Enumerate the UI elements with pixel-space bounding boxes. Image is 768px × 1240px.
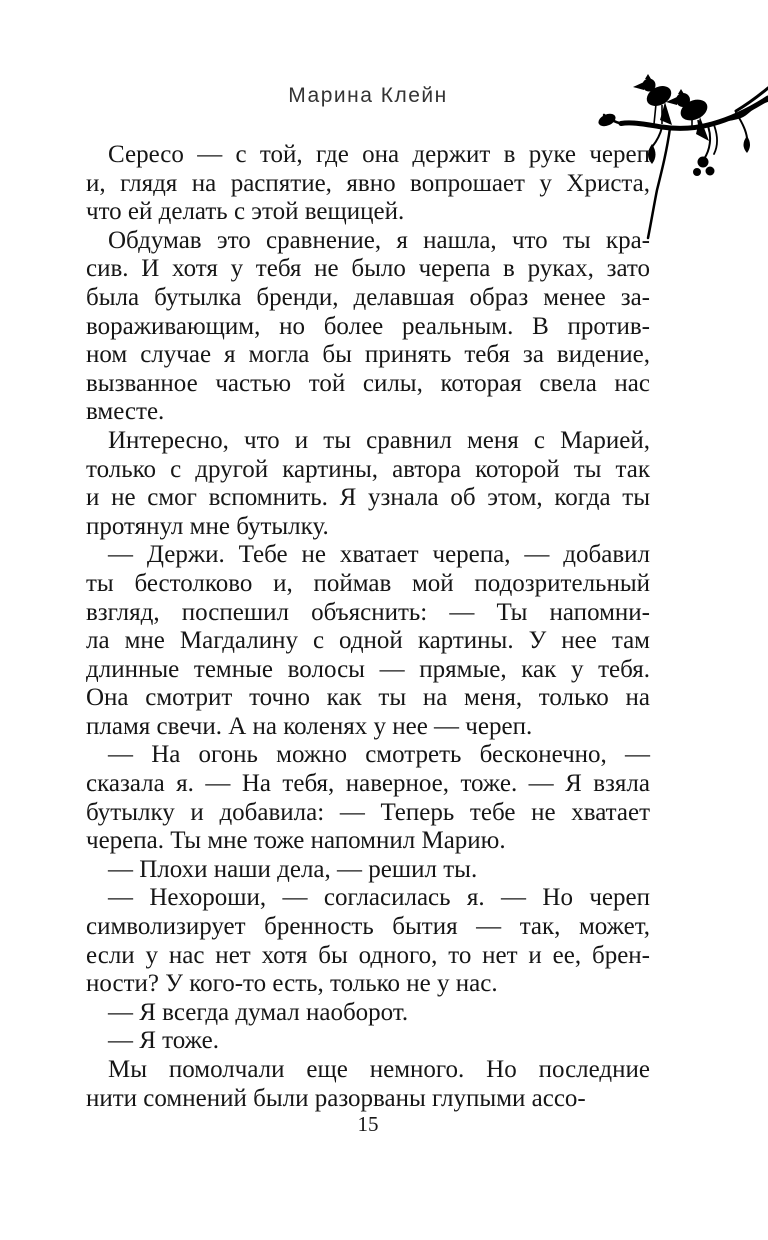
text-line: вместе. [86,398,165,426]
text-line: пламя свечи. А на коленях у нее — череп. [86,712,533,740]
text-line: и, глядя на распятие, явно вопрошает у Христа, [86,169,650,197]
text-line: что ей делать с этой вещицей. [86,198,405,226]
text-line: черепа. Ты мне тоже напомнил Марию. [86,827,506,855]
text-line: Она смотрит точно как ты на меня, только на [86,684,650,712]
text-line: Обдумав это сравнение, я нашла, что ты кра- [108,226,650,254]
text-line: сказала я. — На тебя, наверное, тоже. — Я взяла [86,770,650,798]
text-line: сив. И хотя у тебя не было черепа в руках, зато [86,255,650,283]
text-line: символизирует бренность бытия — так, может, [86,913,650,941]
text-line: Сересо — с той, где она держит в руке череп [108,141,650,168]
text-line: нити сомнений были разорваны глупыми ассо- [86,1084,586,1112]
paragraph [86,1027,650,1056]
text-line: — Нехороши, — согласилась я. — Но череп [108,884,650,912]
text-line: ности? У кого-то есть, только не у нас. [86,970,498,998]
text-line: бутылку и добавила: — Теперь тебе не хватает [86,798,650,826]
text-line: Мы помолчали еще немного. Но последние [108,1056,650,1083]
text-line: — Держи. Тебе не хватает черепа, — добавил [108,541,650,569]
paragraph [86,999,650,1028]
text-line: вызванное частью той силы, которая свела нас [86,369,650,397]
paragraph [86,427,650,541]
paragraph [86,227,650,427]
paragraph [86,541,650,741]
paragraph [86,741,650,855]
text-line: длинные темные волосы — прямые, как у тебя. [86,655,650,683]
paragraph [86,856,650,885]
text-line: ла мне Магдалину с одной картины. У нее там [86,627,650,655]
text-line: взгляд, поспешил объяснить: — Ты напомни- [86,598,650,626]
text-line: если у нас нет хотя бы одного, то нет и ее, брен- [86,941,650,969]
paragraph [86,141,650,227]
page-number: 15 [357,1112,379,1136]
text-line: была бутылка бренди, делавшая образ менее за- [86,283,650,311]
paragraph [86,1056,650,1113]
text-line: ном случае я могла бы принять тебя за видение, [86,341,650,369]
text-line: ты бестолково и, поймав мой подозрительный [86,569,650,597]
text-line: — Плохи наши дела, — решил ты. [108,855,478,883]
text-line: — На огонь можно смотреть бесконечно, — [108,741,650,769]
paragraph [86,884,650,998]
text-line: и не смог вспомнить. Я узнала об этом, когда ты [86,484,650,512]
text-line: — Я всегда думал наоборот. [108,998,409,1026]
text-line: — Я тоже. [108,1027,219,1055]
running-header: Марина Клейн [288,84,448,107]
text-line: протянул мне бутылку. [86,512,329,540]
text-line: только с другой картины, автора которой ты так [86,455,650,483]
text-line: Интересно, что и ты сравнил меня с Марией, [108,426,650,454]
page-text [86,141,650,1113]
text-line: вораживающим, но более реальным. В против- [86,312,650,340]
